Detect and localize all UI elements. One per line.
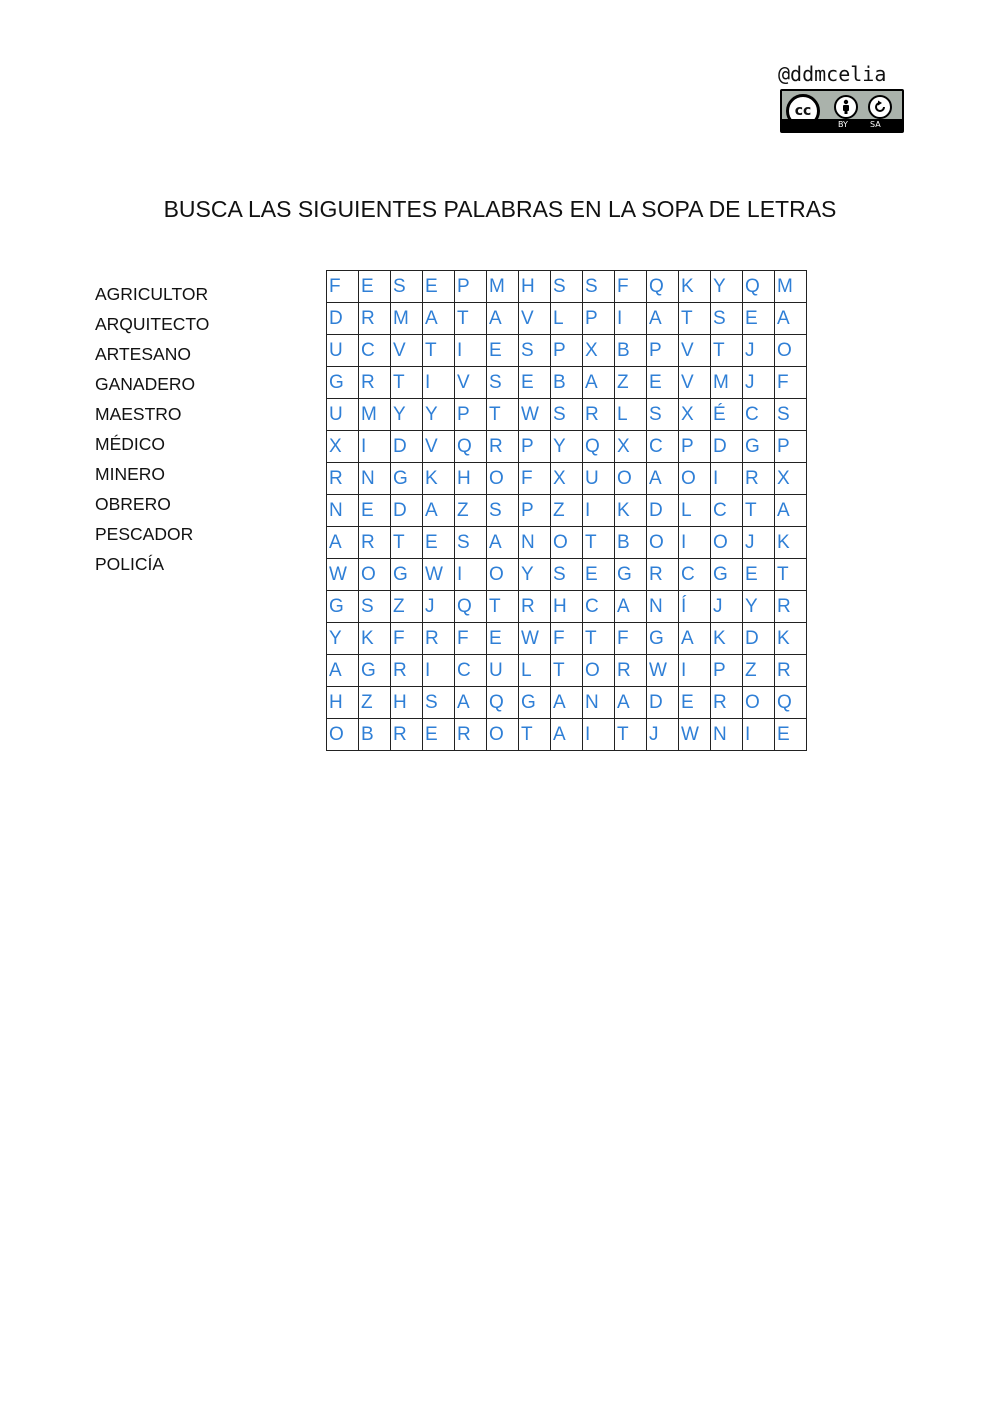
word-list-item: MINERO — [95, 464, 165, 484]
grid-cell[interactable]: I — [711, 463, 743, 495]
license-strip — [782, 119, 902, 131]
grid-cell[interactable]: V — [679, 335, 711, 367]
grid-cell[interactable]: O — [551, 527, 583, 559]
grid-row — [327, 303, 807, 335]
grid-cell[interactable]: L — [615, 399, 647, 431]
grid-cell[interactable]: D — [711, 431, 743, 463]
grid-cell[interactable]: J — [711, 591, 743, 623]
grid-cell[interactable]: H — [519, 271, 551, 303]
grid-cell[interactable]: P — [551, 335, 583, 367]
grid-cell[interactable]: Q — [743, 271, 775, 303]
grid-cell[interactable]: O — [487, 559, 519, 591]
grid-cell[interactable]: S — [647, 399, 679, 431]
grid-cell[interactable]: P — [711, 655, 743, 687]
grid-cell[interactable]: T — [391, 367, 423, 399]
grid-cell[interactable]: D — [327, 303, 359, 335]
grid-cell[interactable]: P — [583, 303, 615, 335]
grid-cell[interactable]: I — [423, 367, 455, 399]
grid-cell[interactable]: E — [423, 271, 455, 303]
grid-cell[interactable]: S — [583, 271, 615, 303]
share-alike-icon — [872, 99, 888, 115]
grid-cell[interactable]: Q — [647, 271, 679, 303]
grid-cell[interactable]: B — [359, 719, 391, 751]
grid-cell[interactable]: K — [615, 495, 647, 527]
grid-cell[interactable]: G — [615, 559, 647, 591]
grid-cell[interactable]: J — [743, 335, 775, 367]
grid-cell[interactable]: G — [711, 559, 743, 591]
grid-cell[interactable]: R — [647, 559, 679, 591]
grid-row — [327, 719, 807, 751]
grid-cell[interactable]: N — [711, 719, 743, 751]
grid-cell[interactable]: F — [551, 623, 583, 655]
grid-cell[interactable]: O — [743, 687, 775, 719]
grid-cell[interactable]: K — [775, 527, 807, 559]
grid-cell[interactable]: A — [775, 303, 807, 335]
grid-cell[interactable]: L — [679, 495, 711, 527]
grid-cell[interactable]: K — [359, 623, 391, 655]
grid-cell[interactable]: S — [519, 335, 551, 367]
grid-cell[interactable]: T — [583, 527, 615, 559]
grid-cell[interactable]: G — [327, 367, 359, 399]
grid-cell[interactable]: Z — [615, 367, 647, 399]
grid-cell[interactable]: T — [455, 303, 487, 335]
grid-row — [327, 527, 807, 559]
grid-cell[interactable]: L — [519, 655, 551, 687]
grid-cell[interactable]: O — [711, 527, 743, 559]
grid-cell[interactable]: G — [743, 431, 775, 463]
grid-cell[interactable]: F — [391, 623, 423, 655]
grid-cell[interactable]: Z — [391, 591, 423, 623]
word-list-item: GANADERO — [95, 374, 196, 394]
grid-cell[interactable]: I — [455, 335, 487, 367]
grid-cell[interactable]: R — [455, 719, 487, 751]
sa-label: SA — [870, 120, 881, 129]
grid-cell[interactable]: H — [551, 591, 583, 623]
grid-cell[interactable]: Y — [391, 399, 423, 431]
sa-icon — [868, 95, 892, 119]
grid-cell[interactable]: U — [327, 335, 359, 367]
grid-cell[interactable]: H — [455, 463, 487, 495]
grid-cell[interactable]: G — [391, 463, 423, 495]
grid-cell[interactable]: U — [487, 655, 519, 687]
grid-cell[interactable]: P — [455, 399, 487, 431]
grid-cell[interactable]: M — [359, 399, 391, 431]
grid-cell[interactable]: V — [679, 367, 711, 399]
grid-cell[interactable]: R — [487, 431, 519, 463]
grid-cell[interactable]: S — [551, 399, 583, 431]
grid-cell[interactable]: A — [487, 527, 519, 559]
grid-cell[interactable]: Y — [519, 559, 551, 591]
grid-row — [327, 591, 807, 623]
grid-cell[interactable]: A — [615, 591, 647, 623]
grid-cell[interactable]: G — [647, 623, 679, 655]
grid-cell[interactable]: I — [583, 495, 615, 527]
grid-cell[interactable]: E — [423, 527, 455, 559]
grid-row — [327, 559, 807, 591]
grid-cell[interactable]: X — [551, 463, 583, 495]
grid-cell[interactable]: Y — [743, 591, 775, 623]
grid-cell[interactable]: P — [455, 271, 487, 303]
grid-cell[interactable]: X — [775, 463, 807, 495]
grid-cell[interactable]: G — [359, 655, 391, 687]
grid-cell[interactable]: A — [423, 303, 455, 335]
grid-row — [327, 431, 807, 463]
grid-cell[interactable]: W — [423, 559, 455, 591]
cc-license-badge — [780, 89, 904, 133]
grid-cell[interactable]: I — [615, 303, 647, 335]
grid-cell[interactable]: E — [359, 271, 391, 303]
grid-cell[interactable]: Q — [775, 687, 807, 719]
grid-cell[interactable]: T — [743, 495, 775, 527]
grid-cell[interactable]: R — [359, 527, 391, 559]
grid-cell[interactable]: U — [583, 463, 615, 495]
grid-cell[interactable]: N — [519, 527, 551, 559]
grid-cell[interactable]: R — [327, 463, 359, 495]
grid-cell[interactable]: C — [455, 655, 487, 687]
grid-cell[interactable]: R — [423, 623, 455, 655]
grid-cell[interactable]: A — [583, 367, 615, 399]
grid-cell[interactable]: A — [455, 687, 487, 719]
grid-cell[interactable]: I — [583, 719, 615, 751]
grid-cell[interactable]: J — [743, 367, 775, 399]
grid-cell[interactable]: A — [423, 495, 455, 527]
word-list-item: ARQUITECTO — [95, 314, 210, 334]
grid-cell[interactable]: S — [455, 527, 487, 559]
grid-cell[interactable]: R — [583, 399, 615, 431]
grid-cell[interactable]: C — [711, 495, 743, 527]
grid-cell[interactable]: E — [743, 303, 775, 335]
grid-cell[interactable]: K — [423, 463, 455, 495]
grid-cell[interactable]: Z — [359, 687, 391, 719]
grid-cell[interactable]: E — [487, 335, 519, 367]
cc-icon-label: cc — [794, 103, 812, 119]
grid-cell[interactable]: C — [647, 431, 679, 463]
grid-cell[interactable]: E — [647, 367, 679, 399]
grid-cell[interactable]: S — [551, 271, 583, 303]
grid-cell[interactable]: O — [679, 463, 711, 495]
grid-cell[interactable]: R — [743, 463, 775, 495]
grid-cell[interactable]: V — [423, 431, 455, 463]
grid-row — [327, 687, 807, 719]
grid-cell[interactable]: Y — [711, 271, 743, 303]
grid-cell[interactable]: G — [327, 591, 359, 623]
grid-cell[interactable]: P — [519, 431, 551, 463]
grid-cell[interactable]: E — [519, 367, 551, 399]
grid-row — [327, 495, 807, 527]
person-icon — [839, 99, 853, 115]
word-list-item: POLICÍA — [95, 554, 165, 574]
grid-cell[interactable]: P — [519, 495, 551, 527]
grid-cell[interactable]: N — [647, 591, 679, 623]
grid-cell[interactable]: N — [327, 495, 359, 527]
grid-cell[interactable]: W — [519, 623, 551, 655]
grid-cell[interactable]: S — [551, 559, 583, 591]
grid-cell[interactable]: R — [391, 655, 423, 687]
grid-cell[interactable]: P — [775, 431, 807, 463]
grid-cell[interactable]: J — [423, 591, 455, 623]
grid-cell[interactable]: O — [775, 335, 807, 367]
grid-cell[interactable]: R — [359, 367, 391, 399]
grid-cell[interactable]: O — [615, 463, 647, 495]
grid-cell[interactable]: S — [487, 495, 519, 527]
grid-cell[interactable]: J — [743, 527, 775, 559]
grid-cell[interactable]: M — [711, 367, 743, 399]
grid-cell[interactable]: I — [679, 527, 711, 559]
grid-cell[interactable]: Í — [679, 591, 711, 623]
grid-cell[interactable]: G — [391, 559, 423, 591]
grid-cell[interactable]: R — [775, 655, 807, 687]
author-handle: @ddmcelia — [778, 62, 887, 86]
grid-row — [327, 655, 807, 687]
grid-cell[interactable]: M — [775, 271, 807, 303]
grid-cell[interactable]: E — [423, 719, 455, 751]
grid-cell[interactable]: O — [583, 655, 615, 687]
word-list-item: AGRICULTOR — [95, 284, 209, 304]
grid-cell[interactable]: R — [775, 591, 807, 623]
grid-cell[interactable]: Q — [455, 431, 487, 463]
grid-cell[interactable]: F — [455, 623, 487, 655]
grid-cell[interactable]: T — [711, 335, 743, 367]
grid-cell[interactable]: B — [615, 335, 647, 367]
word-list-item: MÉDICO — [95, 434, 165, 454]
grid-cell[interactable]: A — [775, 495, 807, 527]
grid-cell[interactable]: R — [359, 303, 391, 335]
grid-cell[interactable]: D — [391, 431, 423, 463]
grid-cell[interactable]: F — [615, 623, 647, 655]
grid-cell[interactable]: V — [455, 367, 487, 399]
grid-cell[interactable]: E — [679, 687, 711, 719]
grid-cell[interactable]: Y — [423, 399, 455, 431]
grid-cell[interactable]: I — [359, 431, 391, 463]
grid-cell[interactable]: S — [423, 687, 455, 719]
grid-cell[interactable]: O — [647, 527, 679, 559]
grid-row — [327, 623, 807, 655]
grid-cell[interactable]: H — [327, 687, 359, 719]
word-list-item: MAESTRO — [95, 404, 182, 424]
grid-cell[interactable]: D — [391, 495, 423, 527]
grid-cell[interactable]: O — [487, 463, 519, 495]
grid-row — [327, 463, 807, 495]
grid-cell[interactable]: Z — [455, 495, 487, 527]
grid-cell[interactable]: Z — [743, 655, 775, 687]
word-list-item: ARTESANO — [95, 344, 191, 364]
grid-cell[interactable]: C — [679, 559, 711, 591]
grid-cell[interactable]: C — [583, 591, 615, 623]
grid-cell[interactable]: V — [391, 335, 423, 367]
grid-cell[interactable]: S — [359, 591, 391, 623]
grid-cell[interactable]: T — [423, 335, 455, 367]
grid-cell[interactable]: P — [647, 335, 679, 367]
grid-cell[interactable]: N — [359, 463, 391, 495]
grid-cell[interactable]: W — [679, 719, 711, 751]
grid-cell[interactable]: F — [775, 367, 807, 399]
grid-row — [327, 271, 807, 303]
grid-cell[interactable]: C — [743, 399, 775, 431]
grid-cell[interactable]: E — [359, 495, 391, 527]
grid-cell[interactable]: D — [647, 495, 679, 527]
grid-cell[interactable]: I — [679, 655, 711, 687]
grid-cell[interactable]: R — [615, 655, 647, 687]
grid-cell[interactable]: Q — [583, 431, 615, 463]
grid-cell[interactable]: P — [679, 431, 711, 463]
grid-cell[interactable]: T — [679, 303, 711, 335]
grid-cell[interactable]: E — [487, 623, 519, 655]
grid-cell[interactable]: R — [519, 591, 551, 623]
grid-cell[interactable]: X — [679, 399, 711, 431]
grid-cell[interactable]: V — [519, 303, 551, 335]
grid-cell[interactable]: T — [391, 527, 423, 559]
grid-row — [327, 399, 807, 431]
grid-cell[interactable]: T — [583, 623, 615, 655]
grid-cell[interactable]: X — [583, 335, 615, 367]
grid-cell[interactable]: E — [775, 719, 807, 751]
grid-cell[interactable]: E — [583, 559, 615, 591]
grid-cell[interactable]: S — [487, 367, 519, 399]
grid-cell[interactable]: S — [711, 303, 743, 335]
grid-cell[interactable]: J — [647, 719, 679, 751]
grid-cell[interactable]: D — [647, 687, 679, 719]
page-title: BUSCA LAS SIGUIENTES PALABRAS EN LA SOPA DE LETRAS — [163, 196, 837, 222]
grid-cell[interactable]: L — [551, 303, 583, 335]
grid-cell[interactable]: O — [487, 719, 519, 751]
grid-cell[interactable]: U — [327, 399, 359, 431]
grid-cell[interactable]: A — [647, 303, 679, 335]
grid-cell[interactable]: A — [327, 527, 359, 559]
grid-cell[interactable]: Q — [487, 687, 519, 719]
grid-cell[interactable]: Z — [551, 495, 583, 527]
grid-cell[interactable]: T — [487, 399, 519, 431]
grid-cell[interactable]: K — [679, 271, 711, 303]
grid-cell[interactable]: F — [519, 463, 551, 495]
by-label: BY — [838, 120, 848, 129]
grid-cell[interactable]: É — [711, 399, 743, 431]
grid-cell[interactable]: A — [679, 623, 711, 655]
grid-cell[interactable]: T — [519, 719, 551, 751]
grid-cell[interactable]: R — [391, 719, 423, 751]
grid-cell[interactable]: I — [455, 559, 487, 591]
grid-cell[interactable]: E — [743, 559, 775, 591]
grid-cell[interactable]: A — [647, 463, 679, 495]
grid-cell[interactable]: A — [551, 687, 583, 719]
grid-cell[interactable]: C — [359, 335, 391, 367]
grid-cell[interactable]: S — [391, 271, 423, 303]
grid-cell[interactable]: Q — [455, 591, 487, 623]
grid-cell[interactable]: W — [519, 399, 551, 431]
grid-cell[interactable]: I — [743, 719, 775, 751]
grid-cell[interactable]: A — [551, 719, 583, 751]
grid-cell[interactable]: K — [711, 623, 743, 655]
grid-cell[interactable]: A — [487, 303, 519, 335]
grid-cell[interactable]: G — [519, 687, 551, 719]
grid-row — [327, 367, 807, 399]
word-list — [95, 282, 209, 582]
grid-cell[interactable]: W — [327, 559, 359, 591]
grid-cell[interactable]: X — [327, 431, 359, 463]
grid-cell[interactable]: X — [615, 431, 647, 463]
grid-cell[interactable]: F — [615, 271, 647, 303]
grid-cell[interactable]: B — [615, 527, 647, 559]
grid-cell[interactable]: B — [551, 367, 583, 399]
grid-cell[interactable]: Y — [551, 431, 583, 463]
grid-cell[interactable]: K — [775, 623, 807, 655]
grid-cell[interactable]: O — [327, 719, 359, 751]
grid-cell[interactable]: T — [487, 591, 519, 623]
word-list-item: OBRERO — [95, 494, 171, 514]
grid-cell[interactable]: D — [743, 623, 775, 655]
grid-cell[interactable]: A — [327, 655, 359, 687]
grid-cell[interactable]: O — [359, 559, 391, 591]
grid-cell[interactable]: N — [583, 687, 615, 719]
grid-cell[interactable]: T — [615, 719, 647, 751]
grid-cell[interactable]: M — [487, 271, 519, 303]
grid-cell[interactable]: T — [551, 655, 583, 687]
grid-cell[interactable]: I — [423, 655, 455, 687]
grid-cell[interactable]: Y — [327, 623, 359, 655]
grid-cell[interactable]: H — [391, 687, 423, 719]
word-list-item: PESCADOR — [95, 524, 194, 544]
grid-row — [327, 335, 807, 367]
grid-cell[interactable]: W — [647, 655, 679, 687]
grid-cell[interactable]: F — [327, 271, 359, 303]
grid-cell[interactable]: A — [615, 687, 647, 719]
by-icon — [834, 95, 858, 119]
grid-cell[interactable]: R — [711, 687, 743, 719]
grid-cell[interactable]: M — [391, 303, 423, 335]
grid-cell[interactable]: T — [775, 559, 807, 591]
grid-cell[interactable]: S — [775, 399, 807, 431]
word-search-grid — [326, 270, 807, 751]
